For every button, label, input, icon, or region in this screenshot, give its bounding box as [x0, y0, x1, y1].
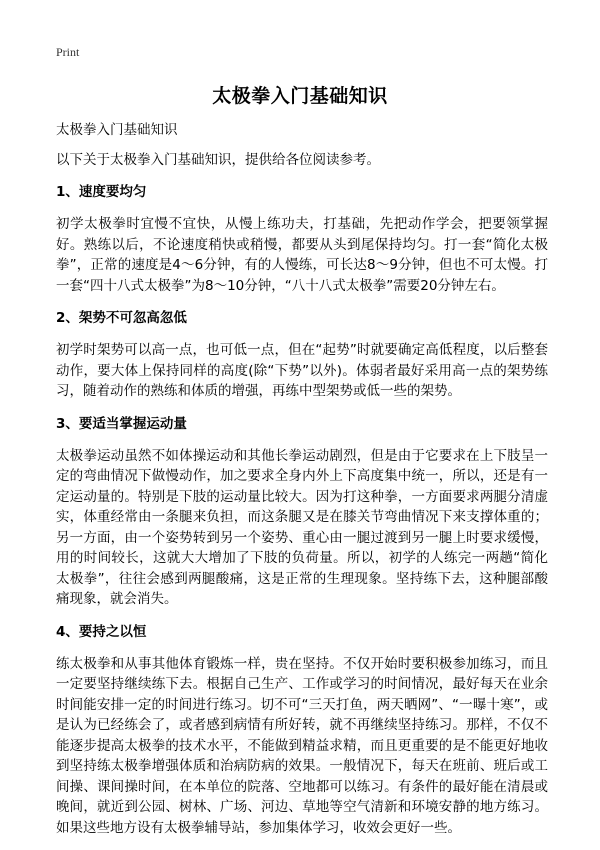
- section-heading-posture: 2、架势不可忽高忽低: [56, 310, 187, 326]
- section-body-speed: 初学太极拳时宜慢不宜快，从慢上练功夫，打基础，先把动作学会，把要领掌握好。熟练以后，不论速度稍快或稍慢，都要从头到尾保持均匀。打一套“简化太极拳”，正常的速度是4～6分钟，有的人慢练，可长达8～9分钟，但也不可太慢。打一套“四十八式太极拳”为8～10分钟，“八十八式太极拳”需要20分钟左右。: [56, 216, 548, 294]
- section-heading-exercise-load: 3、要适当掌握运动量: [56, 415, 187, 432]
- article-subtitle: 太极拳入门基础知识: [56, 122, 178, 138]
- section-heading-persistence: 4、要持之以恒: [56, 623, 147, 640]
- section-body-exercise-load: 太极拳运动虽然不如体操运动和其他长拳运动剧烈，但是由于它要求在上下肢呈一定的弯曲情况下做慢动作，加之要求全身内外上下高度集中统一，所以，还是有一定运动量的。特别是下肢的运动量比较大。因为打这种拳，一方面要求两腿分清虚实，体重经常由一条腿来负担，而这条腿又是在膝关节弯曲情况下来支撑体重的；另一方面，由一个姿势转到另一个姿势、重心由一腿过渡到另一腿上时要求缓慢，用的时间较长，这就大大增加了下肢的负荷量。所以，初学的人练完一两趟“简化太极拳”，往往会感到两腿酸痛，这是正常的生理现象。坚持练下去，这种腿部酸痛现象，就会消失。: [56, 447, 548, 607]
- page-title: 太极拳入门基础知识: [212, 85, 388, 107]
- print-link[interactable]: Print: [56, 45, 80, 59]
- article-content: [56, 120, 548, 850]
- section-heading-speed: 1、速度要均匀: [56, 184, 147, 200]
- section-body-posture: 初学时架势可以高一点，也可低一点，但在“起势”时就要确定高低程度，以后整套动作，要大体上保持同样的高度(除“下势”以外)。体弱者最好采用高一点的架势练习，随着动作的熟练和体质的增强，再练中型架势或低一些的架势。: [56, 342, 548, 399]
- article-intro: 以下关于太极拳入门基础知识，提供给各位阅读参考。: [56, 152, 380, 168]
- section-body-persistence: 练太极拳和从事其他体育锻炼一样，贵在坚持。不仅开始时要积极参加练习，而且一定要坚持继续练下去。根据自己生产、工作或学习的时间情况，最好每天在业余时间能安排一定的时间进行练习。切不可“三天打鱼，两天晒网”、“一曝十寒”，或是认为已经练会了，或者感到病情有所好转，就不再继续坚持练习。那样，不仅不能逐步提高太极拳的技术水平，不能做到精益求精，而且更重要的是不能更好地收到坚持练太极拳增强体质和治病防病的效果。一般情况下，每天在班前、班后或工间操、课间操时间，在本单位的院落、空地都可以练习。有条件的最好能在清晨或晚间，就近到公园、树林、广场、河边、草地等空气清新和环境安静的地方练习。如果这些地方设有太极拳辅导站，参加集体学习，收效会更好一些。: [56, 655, 548, 836]
